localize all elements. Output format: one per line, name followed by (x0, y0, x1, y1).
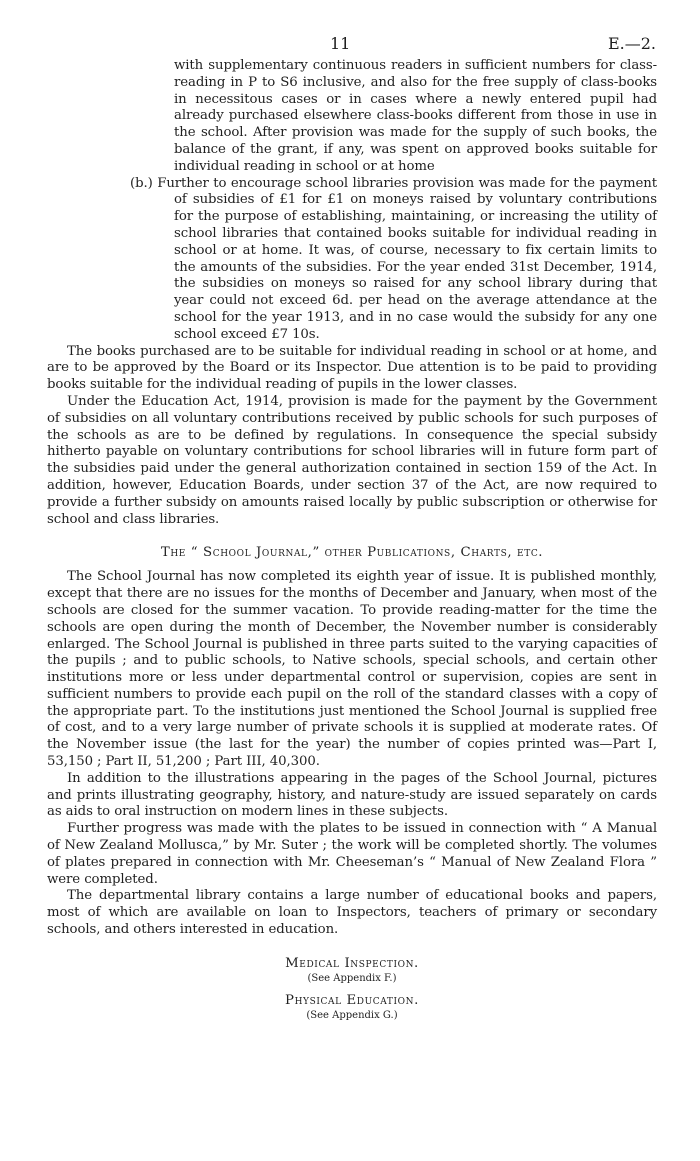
paragraph-books-purchased: The books purchased are to be suitable for individual reading in school or at home, and are to be approved by the Board or its Inspector. Due attention is to be paid to providing books suitable for the individual reading of pupils in the lower classes. (47, 343, 657, 393)
paragraph-illustrations: In addition to the illustrations appearing in the pages of the School Journal, pictures and prints illustrating geography, history, and nature-study are issued separately on cards as aids to oral instruction on modern lines in these subjects. (47, 770, 657, 820)
paragraph-library: The departmental library contains a large number of educational books and papers, most of which are available on loan to Inspectors, teachers of primary or secondary schools, and others interested in education. (47, 888, 657, 938)
page-body (47, 58, 657, 1029)
paragraph-mollusca: Further progress was made with the plates to be issued in connection with “ A Manual of New Zealand Mollusca,” by Mr. Suter ; the work will be completed shortly. The volumes of plates prepared in connection with Mr. Cheeseman’s “ Manual of New Zealand Flora ” were completed. (47, 821, 657, 887)
paragraph-continuation: with supplementary continuous readers in sufficient numbers for class-reading in P to S6 inclusive, and also for the free supply of class-books in necessitous cases or in cases where a newly entered pupil had already purchased elsewhere class-books different from those in use in the school. After provision was made for the supply of such books, the balance of the grant, if any, was spent on approved books suitable for individual reading in school or at home (174, 58, 657, 174)
paragraph-education-act: Under the Education Act, 1914, provision is made for the payment by the Government of subsidies on all voluntary contributions received by public schools for such purposes of the schools as are to be defined by regulations. In consequence the special subsidy hitherto payable on voluntary contributions for school libraries will in future form part of the subsidies paid under the general authorization contained in section 159 of the Act. In addition, however, Education Boards, under section 37 of the Act, are now required to provide a further subsidy on amounts raised locally by public subscription or otherwise for school and class libraries. (47, 393, 657, 527)
section-heading-school-journal: The “ School Journal,” other Publications, Charts, etc. (160, 545, 544, 561)
document-code: E.—2. (607, 34, 656, 53)
appendix-note-f: (See Appendix F.) (307, 972, 397, 984)
paragraph-subsection-b: (b.) Further to encourage school libraries provision was made for the payment of subsidies of £1 for £1 on moneys raised by voluntary contributions for the purpose of establishing, maintaining, or increasing the utility of school libraries that contained books suitable for individual reading in school or at home. It was, of course, necessary to fix certain limits to the amounts of the subsidies. For the year ended 31st December, 1914, the subsidies on moneys so raised for any school library during that year could not exceed 6d. per head on the average attendance at the school for the year 1913, and in no case would the subsidy for any one school exceed £7 10s. (130, 175, 657, 342)
paragraph-school-journal: The School Journal has now completed its eighth year of issue. It is published monthly, except that there are no issues for the months of December and January, when most of the schools are closed for the summer vacation. To provide reading-matter for the time the schools are open during the month of December, the November number is considerably enlarged. The School Journal is published in three parts suited to the varying capacities of the pupils ; and to public schools, to Native schools, special schools, and certain other institutions more or less under departmental control or supervision, copies are sent in sufficient numbers to provide each pupil on the roll of the standard classes with a copy of the appropriate part. To the institutions just mentioned the School Journal is supplied free of cost, and to a very large number of private schools it is supplied at moderate rates. Of the November issue (the last for the year) the number of copies printed was—Part I, 53,150 ; Part II, 51,200 ; Part III, 40,300. (47, 569, 657, 770)
section-heading-medical: Medical Inspection. (285, 955, 419, 971)
page-header (0, 34, 700, 56)
section-heading-physical: Physical Education. (285, 992, 419, 1008)
appendix-note-g: (See Appendix G.) (306, 1009, 398, 1021)
page-number: 11 (330, 34, 351, 53)
